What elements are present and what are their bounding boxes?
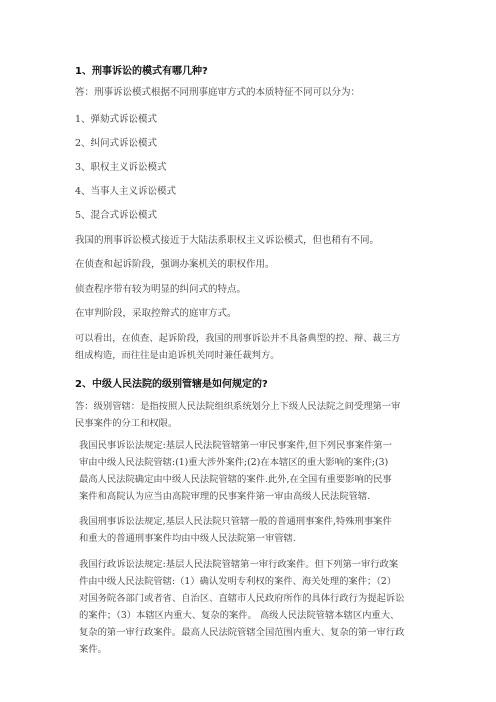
answer-paragraph-2 bbox=[75, 398, 421, 432]
civil-procedure-paragraph bbox=[75, 437, 421, 505]
paragraph: 侦查程序带有较为明显的纠问式的特点。 bbox=[75, 284, 247, 295]
text-line: 复杂的第一审行政案件。最高人民法院管辖全国范围内重大、复杂的第一审行政 bbox=[79, 627, 405, 638]
text-line: 和重大的普通刑事案件均由中级人民法院第一审管辖. bbox=[79, 533, 296, 544]
question-heading-2: 2、中级人民法院的级别管辖是如何规定的? bbox=[75, 379, 268, 390]
text-line: 案件和高院认为应当由高院审理的民事案件第一审由高级人民法院管辖. bbox=[79, 491, 371, 502]
text-line: 我国刑事诉讼法规定,基层人民法院只管辖一般的普通刑事案件,特殊刑事案件 bbox=[79, 516, 392, 527]
list-item: 1、弹劾式诉讼模式 bbox=[75, 114, 158, 125]
text-line: 我国行政诉讼法规定:基层人民法院管辖第一审行政案件。但下列第一审行政案 bbox=[79, 559, 399, 570]
paragraph: 在侦查和起诉阶段，强调办案机关的职权作用。 bbox=[75, 259, 275, 270]
text-line: 对国务院各部门或者省、自治区、直辖市人民政府所作的具体行政行为提起诉讼 bbox=[79, 593, 405, 604]
list-item: 4、当事人主义诉讼模式 bbox=[75, 186, 177, 197]
administrative-procedure-paragraph bbox=[75, 556, 421, 658]
text-line: 我国民事诉讼法规定:基层人民法院管辖第一审民事案件,但下列民事案件第一 bbox=[79, 440, 392, 451]
text-line: 组成构造，而往往是由追诉机关同时兼任裁判方。 bbox=[75, 350, 280, 361]
text-line: 答：级别管辖：是指按照人民法院组织系统划分上下级人民法院之间受理第一审 bbox=[75, 401, 401, 412]
list-item: 3、职权主义诉讼模式 bbox=[75, 162, 167, 173]
list-item: 5、混合式诉讼模式 bbox=[75, 210, 158, 221]
paragraph: 我国的刑事诉讼模式接近于大陆法系职权主义诉讼模式，但也稍有不同。 bbox=[75, 235, 380, 246]
text-line: 最高人民法院确定由中级人民法院管辖的案件.此外,在全国有重要影响的民事 bbox=[79, 474, 392, 485]
text-line: 件由中级人民法院管辖:（1）确认发明专利权的案件、海关处理的案件；（2） bbox=[79, 576, 397, 587]
list-item: 2、纠问式诉讼模式 bbox=[75, 138, 158, 149]
question-heading-1: 1、刑事诉讼的模式有哪几种? bbox=[75, 66, 208, 77]
answer-intro-1: 答：刑事诉讼模式根据不同刑事庭审方式的本质特征不同可以分为： bbox=[75, 87, 361, 98]
text-line: 审由中级人民法院管辖:(1)重大涉外案件;(2)在本辖区的重大影响的案件;(3) bbox=[79, 457, 389, 468]
text-line: 民事案件的分工和权限。 bbox=[75, 418, 178, 429]
text-line: 可以看出，在侦查、起诉阶段，我国的刑事诉讼并不具备典型的控、辩、裁三方 bbox=[75, 333, 401, 344]
text-line: 的案件；（3）本辖区内重大、复杂的案件。 高级人民法院管辖本辖区内重大、 bbox=[79, 610, 400, 621]
criminal-procedure-paragraph bbox=[75, 513, 421, 547]
conclusion-paragraph bbox=[75, 330, 421, 364]
text-line: 案件。 bbox=[79, 644, 107, 655]
paragraph: 在审判阶段，采取控辩式的庭审方式。 bbox=[75, 308, 237, 319]
